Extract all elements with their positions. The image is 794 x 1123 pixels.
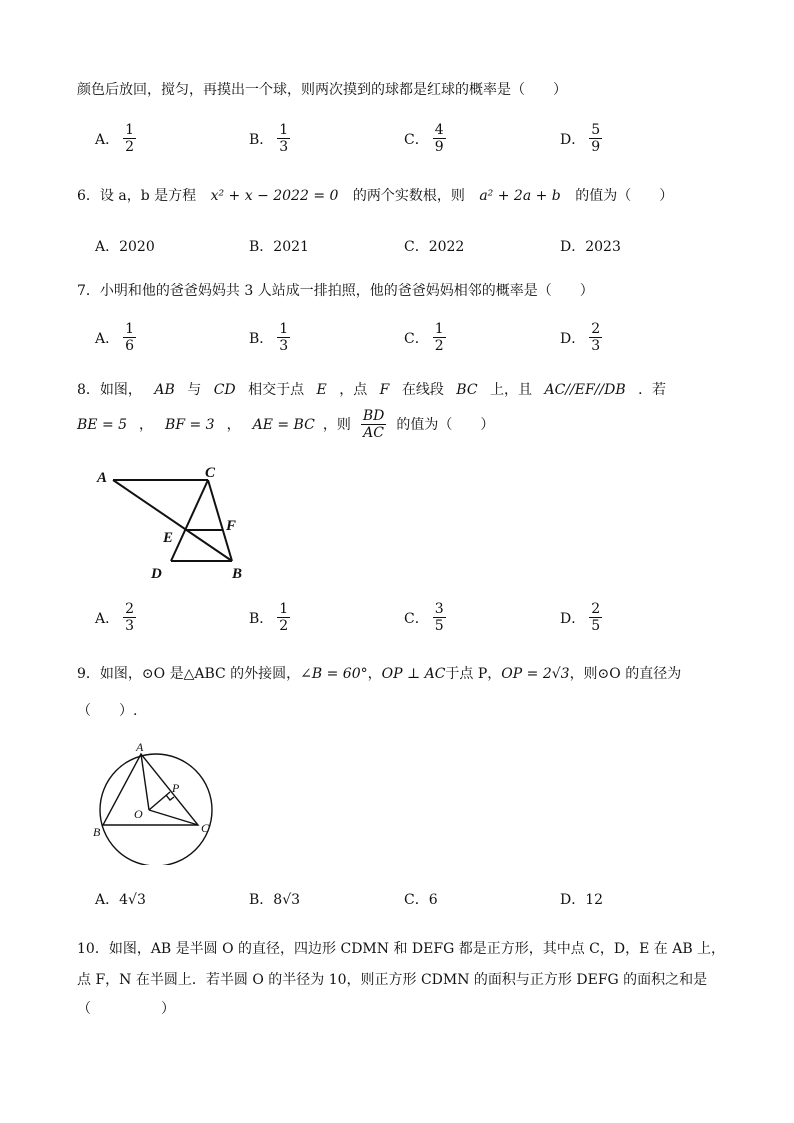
q9-option-a: A．4√3 (95, 892, 146, 908)
q8-option-a: A． $\frac{2}{3}$ (95, 601, 135, 634)
q6-option-b: B．2021 (249, 239, 309, 255)
label-a: A (136, 740, 144, 754)
segment-oc (149, 810, 198, 825)
q9-option-b: B．8√3 (249, 892, 301, 908)
fraction: $\frac{1}{3}$ (279, 122, 289, 155)
label-d: D (151, 566, 162, 582)
q5-option-a: A． $\frac{1}{2}$ (95, 122, 135, 155)
q6-expression: a² + 2a + b (479, 188, 561, 204)
q8-figure (95, 460, 255, 585)
label-b: B (232, 566, 243, 582)
q8-option-c: C． $\frac{3}{5}$ (404, 601, 444, 634)
q9-stem-line2: （ ）. (77, 703, 138, 719)
q6-option-a: A．2020 (95, 239, 155, 255)
q9-figure (90, 740, 225, 865)
segment-op (149, 792, 170, 810)
q6-equation: x² + x − 2022 = 0 (210, 188, 339, 204)
q7-option-a: A． $\frac{1}{6}$ (95, 321, 135, 354)
fraction: $\frac{1}{3}$ (279, 321, 289, 354)
right-angle-mark (166, 795, 174, 800)
label-o: O (134, 807, 143, 821)
q9-option-d: D．12 (560, 892, 604, 908)
fraction: $\frac{3}{5}$ (434, 601, 444, 634)
q9-stem-line1: 9．如图，⊙O 是△ABC 的外接圆，∠B = 60°，OP ⊥ AC于点 P，OP = 2√3，则⊙O 的直径为 (77, 666, 682, 682)
q8-option-d: D． $\frac{2}{5}$ (560, 601, 601, 634)
q5-stem: 颜色后放回，搅匀，再摸出一个球，则两次摸到的球都是红球的概率是（ ） (77, 82, 567, 98)
q8-stem-line2: BE = 5 ， BF = 3 ， AE = BC ，则 $\frac{BD}{AC}$ 的值为（ ） (77, 408, 495, 441)
label-c: C (205, 465, 216, 481)
label-b: B (93, 825, 101, 839)
label-e: E (163, 530, 174, 546)
label-f: F (226, 518, 237, 534)
q6-option-c: C．2022 (404, 239, 465, 255)
label-a: A (97, 470, 108, 486)
q8-option-b: B． $\frac{1}{2}$ (249, 601, 289, 634)
label-c: C (201, 821, 210, 835)
fraction: $\frac{1}{2}$ (125, 122, 135, 155)
q6-stem: 6．设 a，b 是方程 x² + x − 2022 = 0 的两个实数根，则 a² + 2a + b 的值为（ ） (77, 188, 674, 204)
fraction: $\frac{1}{6}$ (125, 321, 135, 354)
fraction: $\frac{1}{2}$ (279, 601, 289, 634)
q9-option-c: C．6 (404, 892, 438, 908)
fraction: $\frac{1}{2}$ (434, 321, 444, 354)
fraction: $\frac{4}{9}$ (434, 122, 444, 155)
triangle-abc (103, 754, 198, 825)
q7-option-b: B． $\frac{1}{3}$ (249, 321, 289, 354)
fraction: $\frac{5}{9}$ (591, 122, 601, 155)
q8-fraction: $\frac{BD}{AC}$ (362, 408, 385, 441)
q10-stem-line2: 点 F，N 在半圆上．若半圆 O 的半径为 10，则正方形 CDMN 的面积与正方形 DEFG 的面积之和是 (77, 972, 708, 988)
q10-stem-line1: 10．如图，AB 是半圆 O 的直径，四边形 CDMN 和 DEFG 都是正方形，其中点 C，D，E 在 AB 上， (77, 941, 726, 957)
q6-option-d: D．2023 (560, 239, 621, 255)
circle-o (100, 754, 212, 865)
q5-option-d: D． $\frac{5}{9}$ (560, 122, 601, 155)
fraction: $\frac{2}{5}$ (591, 601, 601, 634)
q7-stem: 7．小明和他的爸爸妈妈共 3 人站成一排拍照，他的爸爸妈妈相邻的概率是（ ） (77, 283, 594, 299)
fraction: $\frac{2}{3}$ (125, 601, 135, 634)
segment-cd (171, 480, 208, 561)
q5-option-c: C． $\frac{4}{9}$ (404, 122, 444, 155)
segment-ab (113, 480, 232, 561)
q5-option-b: B． $\frac{1}{3}$ (249, 122, 289, 155)
q10-stem-line3: （ ） (77, 1001, 175, 1017)
q7-option-c: C． $\frac{1}{2}$ (404, 321, 444, 354)
label-p: P (172, 781, 180, 795)
q8-stem-line1: 8．如图， AB 与 CD 相交于点 E ，点 F 在线段 BC 上，且 AC//EF//DB ．若 (77, 382, 667, 398)
q7-option-d: D． $\frac{2}{3}$ (560, 321, 601, 354)
fraction: $\frac{2}{3}$ (591, 321, 601, 354)
